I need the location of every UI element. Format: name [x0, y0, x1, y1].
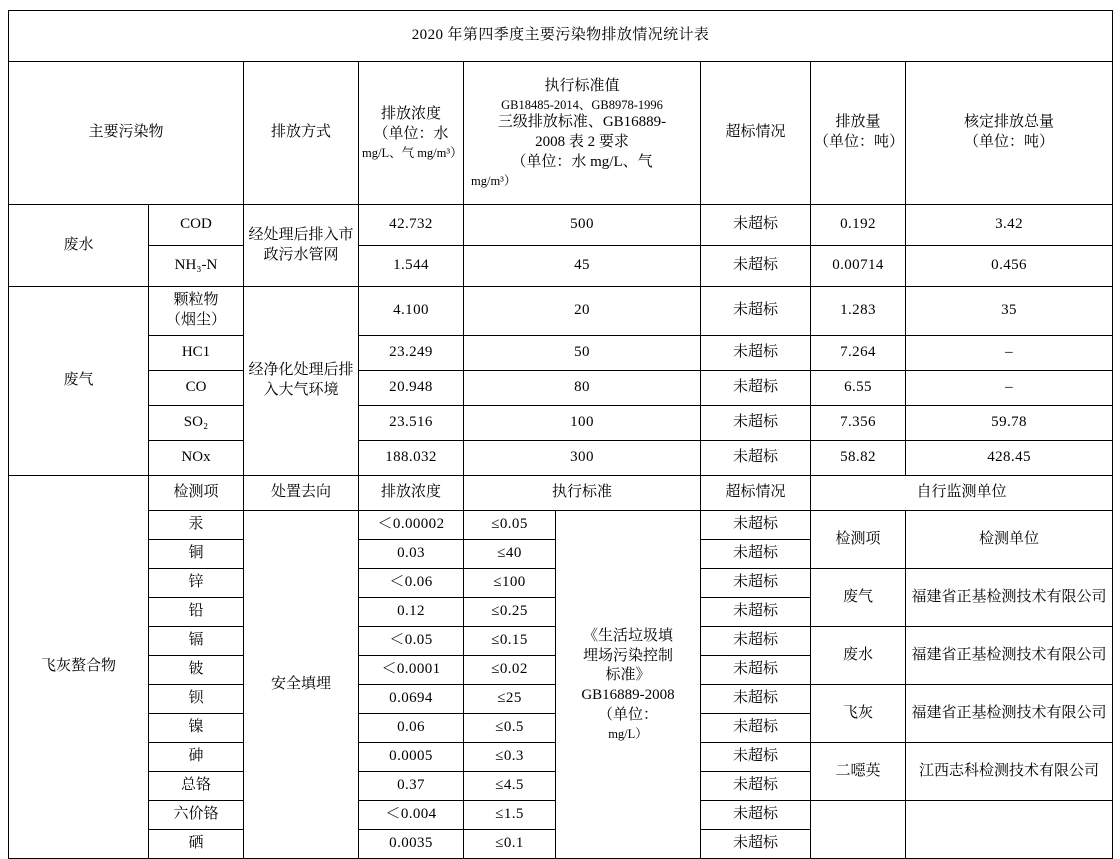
section-label-wastewater: 废水	[9, 205, 149, 287]
wastegas-hcl-amount: 7.264	[811, 336, 906, 371]
flyash-item-6: 钡	[149, 685, 244, 714]
header-standard-line2: GB18485-2014、GB8978-1996	[501, 97, 663, 112]
flyash-disposal: 安全填埋	[244, 511, 359, 859]
wastewater-nh3n-concentration: 1.544	[359, 246, 464, 287]
wastegas-item-hcl: HC1	[149, 336, 244, 371]
flyash-subheader-monitor-unit: 自行监测单位	[811, 476, 1113, 511]
wastewater-item-nh3n: NH₃-N	[149, 246, 244, 287]
flyash-exceed-8: 未超标	[701, 743, 811, 772]
wastegas-discharge-mode: 经净化处理后排入大气环境	[244, 287, 359, 476]
table-row	[9, 441, 1113, 476]
statistics-table	[8, 10, 1113, 859]
header-amount-line1: 排放量	[835, 114, 881, 131]
flyash-exceed-10: 未超标	[701, 801, 811, 830]
flyash-subheader-standard: 执行标准	[464, 476, 701, 511]
wastewater-cod-exceed: 未超标	[701, 205, 811, 246]
flyash-item-1: 铜	[149, 540, 244, 569]
flyash-standard-line5: （单位：	[597, 706, 658, 723]
table-row	[9, 246, 1113, 287]
section-label-wastegas: 废气	[9, 287, 149, 476]
header-approved-total	[906, 62, 1113, 205]
wastegas-item-particulate	[149, 287, 244, 336]
flyash-subheader-concentration: 排放浓度	[359, 476, 464, 511]
flyash-standard-line3: 标准》	[605, 667, 651, 684]
header-amount-line2: （单位：吨）	[814, 134, 905, 150]
wastewater-cod-standard: 500	[464, 205, 701, 246]
flyash-limit-8: ≤0.3	[464, 743, 556, 772]
monitor-item-1: 废水	[811, 627, 906, 685]
flyash-item-11: 硒	[149, 830, 244, 859]
flyash-exceed-9: 未超标	[701, 772, 811, 801]
flyash-conc-6: 0.0694	[359, 685, 464, 714]
flyash-limit-3: ≤0.25	[464, 598, 556, 627]
header-concentration	[359, 62, 464, 205]
wastegas-particulate-total: 35	[906, 287, 1113, 336]
monitor-empty-item	[811, 801, 906, 859]
wastewater-nh3n-exceed: 未超标	[701, 246, 811, 287]
header-concentration-line2: （单位：水	[373, 125, 449, 142]
wastegas-nox-amount: 58.82	[811, 441, 906, 476]
wastegas-co-exceed: 未超标	[701, 371, 811, 406]
wastegas-particulate-amount: 1.283	[811, 287, 906, 336]
header-standard-line6: mg/m³）	[471, 173, 517, 188]
wastegas-nox-concentration: 188.032	[359, 441, 464, 476]
main-header-row	[9, 62, 1113, 205]
wastewater-nh3n-standard: 45	[464, 246, 701, 287]
wastegas-item-particulate-line1: 颗粒物	[173, 292, 219, 309]
wastegas-item-nox	[149, 441, 244, 476]
table-row	[9, 336, 1113, 371]
flyash-subheader-row	[9, 476, 1113, 511]
monitor-item-3: 二噁英	[811, 743, 906, 801]
header-standard-line1: 执行标准值	[544, 77, 620, 94]
flyash-subheader-exceed: 超标情况	[701, 476, 811, 511]
header-concentration-line3: mg/L、气 mg/m³）	[362, 145, 463, 160]
flyash-item-7: 镍	[149, 714, 244, 743]
flyash-conc-7: 0.06	[359, 714, 464, 743]
flyash-standard-line2: 埋场污染控制	[582, 647, 673, 664]
title-row	[9, 11, 1113, 62]
wastegas-co-amount: 6.55	[811, 371, 906, 406]
wastegas-hcl-standard: 50	[464, 336, 701, 371]
wastegas-so2-total: 59.78	[906, 406, 1113, 441]
wastegas-item-particulate-line2: （烟尘）	[165, 312, 226, 328]
wastewater-cod-concentration: 42.732	[359, 205, 464, 246]
section-label-flyash: 飞灰螯合物	[9, 476, 149, 859]
flyash-conc-10: ＜0.004	[359, 801, 464, 830]
flyash-conc-8: 0.0005	[359, 743, 464, 772]
wastewater-nh3n-amount: 0.00714	[811, 246, 906, 287]
wastegas-item-nox-label: NOx	[181, 449, 211, 466]
monitor-empty-unit	[906, 801, 1113, 859]
flyash-item-8: 砷	[149, 743, 244, 772]
flyash-exceed-5: 未超标	[701, 656, 811, 685]
monitor-col-unit-header: 检测单位	[906, 511, 1113, 569]
header-standard-line3: 三级排放标准、GB16889-	[497, 114, 667, 131]
flyash-limit-1: ≤40	[464, 540, 556, 569]
flyash-standard-line4: GB16889-2008	[581, 687, 675, 704]
wastegas-nox-total: 428.45	[906, 441, 1113, 476]
flyash-exceed-1: 未超标	[701, 540, 811, 569]
monitor-unit-0: 福建省正基检测技术有限公司	[906, 569, 1113, 627]
wastegas-so2-amount: 7.356	[811, 406, 906, 441]
wastewater-cod-amount: 0.192	[811, 205, 906, 246]
flyash-subheader-disposal: 处置去向	[244, 476, 359, 511]
flyash-exceed-11: 未超标	[701, 830, 811, 859]
flyash-conc-1: 0.03	[359, 540, 464, 569]
flyash-conc-11: 0.0035	[359, 830, 464, 859]
header-discharge-mode: 排放方式	[244, 62, 359, 205]
wastewater-discharge-mode: 经处理后排入市政污水管网	[244, 205, 359, 287]
wastegas-co-standard: 80	[464, 371, 701, 406]
flyash-limit-9: ≤4.5	[464, 772, 556, 801]
flyash-limit-4: ≤0.15	[464, 627, 556, 656]
wastegas-hcl-total: –	[906, 336, 1113, 371]
flyash-item-4: 镉	[149, 627, 244, 656]
wastegas-item-so2: SO₂	[149, 406, 244, 441]
flyash-conc-5: ＜0.0001	[359, 656, 464, 685]
flyash-conc-2: ＜0.06	[359, 569, 464, 598]
monitor-item-2: 飞灰	[811, 685, 906, 743]
pollutant-discharge-statistics-sheet	[8, 10, 1112, 859]
wastegas-co-concentration: 20.948	[359, 371, 464, 406]
flyash-conc-3: 0.12	[359, 598, 464, 627]
flyash-item-0: 汞	[149, 511, 244, 540]
flyash-conc-4: ＜0.05	[359, 627, 464, 656]
wastegas-item-co: CO	[149, 371, 244, 406]
wastewater-nh3n-total: 0.456	[906, 246, 1113, 287]
flyash-conc-9: 0.37	[359, 772, 464, 801]
flyash-exceed-3: 未超标	[701, 598, 811, 627]
table-row	[9, 406, 1113, 441]
table-row	[9, 205, 1113, 246]
monitor-col-item-header: 检测项	[811, 511, 906, 569]
wastegas-nox-standard: 300	[464, 441, 701, 476]
header-concentration-line1: 排放浓度	[380, 105, 441, 122]
flyash-exceed-0: 未超标	[701, 511, 811, 540]
flyash-limit-6: ≤25	[464, 685, 556, 714]
header-total-line2: （单位：吨）	[964, 134, 1055, 150]
table-row	[9, 287, 1113, 336]
table-row	[9, 511, 1113, 540]
wastegas-particulate-concentration: 4.100	[359, 287, 464, 336]
flyash-limit-11: ≤0.1	[464, 830, 556, 859]
flyash-limit-0: ≤0.05	[464, 511, 556, 540]
monitor-unit-1: 福建省正基检测技术有限公司	[906, 627, 1113, 685]
flyash-exceed-4: 未超标	[701, 627, 811, 656]
wastegas-nox-exceed: 未超标	[701, 441, 811, 476]
flyash-standard-line1: 《生活垃圾填	[582, 627, 673, 644]
flyash-item-9: 总铬	[149, 772, 244, 801]
header-pollutant: 主要污染物	[9, 62, 244, 205]
wastegas-hcl-exceed: 未超标	[701, 336, 811, 371]
table-row	[9, 371, 1113, 406]
flyash-item-10: 六价铬	[149, 801, 244, 830]
wastegas-hcl-concentration: 23.249	[359, 336, 464, 371]
header-standard-value	[464, 62, 701, 205]
flyash-item-2: 锌	[149, 569, 244, 598]
flyash-limit-2: ≤100	[464, 569, 556, 598]
flyash-exceed-7: 未超标	[701, 714, 811, 743]
header-exceed-status: 超标情况	[701, 62, 811, 205]
flyash-exceed-6: 未超标	[701, 685, 811, 714]
page-title: 2020 年第四季度主要污染物排放情况统计表	[9, 11, 1113, 62]
wastegas-particulate-exceed: 未超标	[701, 287, 811, 336]
flyash-item-5: 铍	[149, 656, 244, 685]
header-standard-line5: （单位：水 mg/L、气	[511, 153, 653, 170]
flyash-conc-0: ＜0.00002	[359, 511, 464, 540]
wastewater-item-cod: COD	[149, 205, 244, 246]
flyash-limit-5: ≤0.02	[464, 656, 556, 685]
flyash-subheader-item: 检测项	[149, 476, 244, 511]
flyash-limit-7: ≤0.5	[464, 714, 556, 743]
wastegas-so2-exceed: 未超标	[701, 406, 811, 441]
header-amount	[811, 62, 906, 205]
flyash-standard-reference	[556, 511, 701, 859]
flyash-limit-10: ≤1.5	[464, 801, 556, 830]
flyash-item-3: 铅	[149, 598, 244, 627]
monitor-item-0: 废气	[811, 569, 906, 627]
wastegas-so2-concentration: 23.516	[359, 406, 464, 441]
wastegas-co-total: –	[906, 371, 1113, 406]
header-total-line1: 核定排放总量	[964, 114, 1055, 131]
wastegas-so2-standard: 100	[464, 406, 701, 441]
flyash-standard-line6: mg/L）	[608, 726, 648, 741]
monitor-unit-2: 福建省正基检测技术有限公司	[906, 685, 1113, 743]
header-standard-line4: 2008 表 2 要求	[535, 134, 629, 150]
monitor-unit-3: 江西志科检测技术有限公司	[906, 743, 1113, 801]
wastegas-particulate-standard: 20	[464, 287, 701, 336]
flyash-exceed-2: 未超标	[701, 569, 811, 598]
wastewater-cod-total: 3.42	[906, 205, 1113, 246]
